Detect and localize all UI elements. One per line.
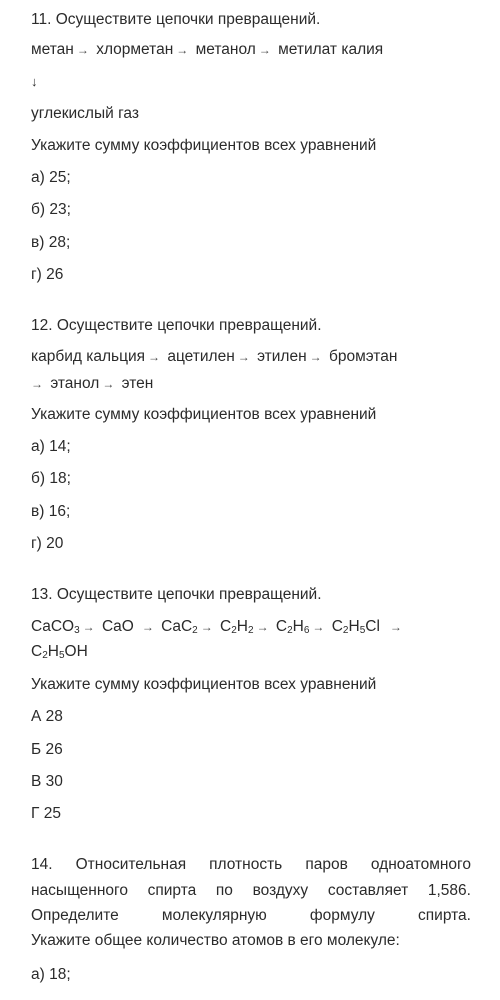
q13-title: 13. Осуществите цепочки превращений. bbox=[31, 586, 322, 603]
q14-word: 14. bbox=[31, 856, 53, 873]
arrow-icon: → bbox=[256, 620, 269, 634]
q11-chain bbox=[31, 40, 383, 60]
q14-word: по bbox=[215, 882, 233, 899]
q14-text-line2 bbox=[31, 881, 471, 901]
arrow-icon: → bbox=[82, 620, 95, 634]
q14-word: Определите bbox=[31, 907, 119, 924]
q11-chain-item: метан bbox=[31, 41, 74, 58]
formula-cao: CaO bbox=[101, 618, 134, 635]
arrow-icon: → bbox=[309, 350, 322, 364]
arrow-icon: → bbox=[200, 620, 213, 634]
q14-word: молекулярную bbox=[161, 907, 267, 924]
q12-option: в) 16; bbox=[31, 503, 71, 520]
q14-word: паров bbox=[305, 856, 348, 873]
arrow-icon: → bbox=[141, 620, 154, 634]
arrow-icon: → bbox=[176, 43, 189, 57]
q14-text-line3 bbox=[31, 906, 471, 926]
q14-word: формулу bbox=[309, 907, 375, 924]
q13-option: Б 26 bbox=[31, 741, 63, 758]
q12-option: г) 20 bbox=[31, 535, 64, 552]
arrow-icon: → bbox=[102, 377, 115, 391]
q11-branch: углекислый газ bbox=[31, 105, 139, 122]
q12-chain-item: этанол bbox=[50, 375, 100, 392]
arrow-icon: → bbox=[389, 620, 402, 634]
q11-option: в) 28; bbox=[31, 234, 71, 251]
q11-chain-item: метилат калия bbox=[278, 41, 384, 58]
q14-word: одноатомного bbox=[370, 856, 471, 873]
q13-prompt: Укажите сумму коэффициентов всех уравнений bbox=[31, 676, 377, 693]
q14-word: воздуху bbox=[252, 882, 309, 899]
q11-title: 11. Осуществите цепочки превращений. bbox=[31, 11, 321, 28]
q13-option: В 30 bbox=[31, 773, 63, 790]
formula-c2h2: $C_2H_2$ bbox=[220, 618, 254, 636]
formula-cac2: CaC$_2$ bbox=[161, 618, 198, 636]
q12-chain-item: ацетилен bbox=[167, 348, 235, 365]
q13-chain-line2 bbox=[31, 642, 88, 662]
q11-prompt: Укажите сумму коэффициентов всех уравнений bbox=[31, 137, 377, 154]
q14-word: плотность bbox=[209, 856, 283, 873]
formula-caco3: CaCO$_3$ bbox=[31, 618, 80, 636]
q14-text-line1 bbox=[31, 855, 471, 875]
arrow-icon: → bbox=[258, 43, 271, 57]
q11-chain-item: метанол bbox=[195, 41, 256, 58]
q14-word: спирта. bbox=[418, 907, 471, 924]
q12-chain-item: карбид кальция bbox=[31, 348, 146, 365]
arrow-icon: → bbox=[312, 620, 325, 634]
q13-chain-line1 bbox=[31, 617, 405, 637]
formula-c2h5oh: $C_2H_5OH$ bbox=[31, 643, 88, 661]
q12-chain-line2 bbox=[31, 374, 153, 394]
q13-option: А 28 bbox=[31, 708, 63, 725]
arrow-icon: → bbox=[31, 377, 43, 391]
q12-prompt: Укажите сумму коэффициентов всех уравнений bbox=[31, 406, 377, 423]
formula-c2h5cl: $C_2H_5Cl$ bbox=[331, 618, 380, 636]
q14-word: 1,586. bbox=[427, 882, 471, 899]
q13-option: Г 25 bbox=[31, 805, 61, 822]
q11-option: а) 25; bbox=[31, 169, 71, 186]
q12-option: б) 18; bbox=[31, 470, 71, 487]
q14-word: Относительная bbox=[75, 856, 187, 873]
q12-option: а) 14; bbox=[31, 438, 71, 455]
arrow-icon: → bbox=[76, 43, 89, 57]
q11-chain-item: хлорметан bbox=[96, 41, 174, 58]
arrow-icon: → bbox=[237, 350, 250, 364]
arrow-icon: → bbox=[148, 350, 161, 364]
q12-chain-item: этен bbox=[121, 375, 154, 392]
q11-option: г) 26 bbox=[31, 266, 64, 283]
q14-text-line4: Укажите общее количество атомов в его молекуле: bbox=[31, 932, 400, 949]
formula-c2h6: $C_2H_6$ bbox=[275, 618, 310, 636]
q11-option: б) 23; bbox=[31, 201, 71, 218]
down-arrow-icon: ↓ bbox=[31, 74, 38, 89]
q12-chain-item: бромэтан bbox=[328, 348, 398, 365]
q12-chain-line1 bbox=[31, 347, 397, 367]
q14-word: составляет bbox=[327, 882, 409, 899]
q12-chain-item: этилен bbox=[257, 348, 307, 365]
q14-word: спирта bbox=[147, 882, 197, 899]
q14-word: насыщенного bbox=[31, 882, 128, 899]
q12-title: 12. Осуществите цепочки превращений. bbox=[31, 317, 322, 334]
q14-option: а) 18; bbox=[31, 966, 71, 983]
